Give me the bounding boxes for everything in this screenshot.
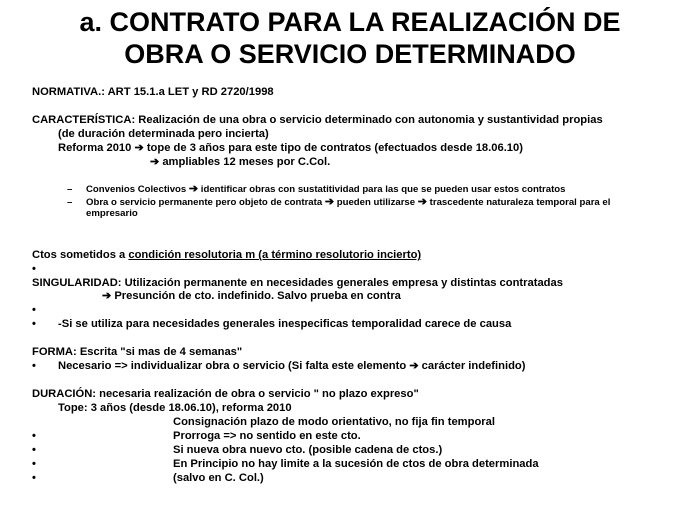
duracion-item: Consignación plazo de modo orientativo, no fija fin temporal (173, 416, 495, 428)
bullet: • (32, 318, 36, 330)
bullet: • (32, 472, 36, 484)
arrow-right-icon: ➔ (417, 196, 427, 208)
duracion-item: En Principio no hay limite a la sucesión de ctos de obra determinada (173, 458, 539, 470)
duracion-item: Prorroga => no sentido en este cto. (173, 430, 361, 442)
bullet: • (32, 458, 36, 470)
caracteristica-line-2: (de duración determinada pero incierta) (58, 128, 269, 140)
sub-item-text: identificar obras con sustatitividad para las que se pueden usar estos contratos (200, 184, 566, 195)
reforma-line (58, 141, 523, 155)
ctos-underlined: condición resolutoria m (a término resolutorio incierto) (128, 249, 422, 261)
sub-item-label: Convenios Colectivos (86, 184, 187, 195)
siutiliza-line: -Si se utiliza para necesidades generales inespecificas temporalidad carece de causa (58, 318, 512, 330)
presuncion-text: Presunción de cto. indefinido. Salvo prueba en contra (114, 290, 401, 302)
presuncion-line (102, 289, 401, 303)
caracteristica-line-1: CARACTERÍSTICA: Realización de una obra o servicio determinado con autonomia y sustantividad propias (32, 114, 603, 126)
necesario-line (58, 359, 525, 373)
duracion-item: Si nueva obra nuevo cto. (posible cadena de ctos.) (173, 444, 443, 456)
sub-item-text: trascedente naturaleza temporal para el (429, 197, 611, 208)
sub-item-text: pueden utilizarse (336, 197, 416, 208)
arrow-right-icon: ➔ (188, 183, 199, 195)
ctos-label: Ctos sometidos a (32, 249, 129, 261)
duracion-line: DURACIÓN: necesaria realización de obra o servicio " no plazo expreso" (32, 388, 419, 400)
arrow-right-icon: ➔ (409, 360, 419, 372)
title-line-1: a. CONTRATO PARA LA REALIZACIÓN DE (79, 7, 621, 37)
sub-item-label: Obra o servicio permanente pero objeto de contrata (86, 197, 323, 208)
sub-item-convenios (86, 184, 565, 196)
bullet: • (32, 444, 36, 456)
sub-dash: – (67, 184, 73, 195)
sub-item-obra (86, 197, 610, 209)
sub-item-obra-cont: empresario (86, 208, 138, 219)
ampliables-line (150, 155, 330, 169)
singularidad-line: SINGULARIDAD: Utilización permanente en necesidades generales empresa y distintas contratadas (32, 277, 563, 289)
reforma-label: Reforma 2010 (58, 142, 132, 154)
bullet: • (32, 430, 36, 442)
duracion-item: (salvo en C. Col.) (173, 472, 264, 484)
bullet: • (32, 263, 36, 275)
ampliables-text: ampliables 12 meses por C.Col. (162, 156, 331, 168)
tope-line: Tope: 3 años (desde 18.06.10), reforma 2010 (58, 402, 292, 414)
bullet: • (32, 304, 36, 316)
normativa-text: NORMATIVA.: ART 15.1.a LET y RD 2720/1998 (32, 86, 274, 98)
forma-line: FORMA: Escrita "si mas de 4 semanas" (32, 346, 243, 358)
arrow-right-icon: ➔ (134, 142, 144, 154)
ctos-line (32, 248, 421, 262)
arrow-right-icon: ➔ (324, 196, 335, 208)
title-line-2: OBRA O SERVICIO DETERMINADO (124, 39, 576, 69)
arrow-right-icon: ➔ (102, 290, 112, 302)
necesario-result: carácter indefinido) (421, 360, 526, 372)
reforma-text: tope de 3 años para este tipo de contratos (efectuados desde 18.06.10) (146, 142, 523, 154)
arrow-right-icon: ➔ (150, 156, 160, 168)
necesario-text: Necesario => individualizar obra o servicio (Si falta este elemento (58, 360, 407, 372)
sub-dash: – (67, 197, 73, 208)
bullet: • (32, 360, 36, 372)
